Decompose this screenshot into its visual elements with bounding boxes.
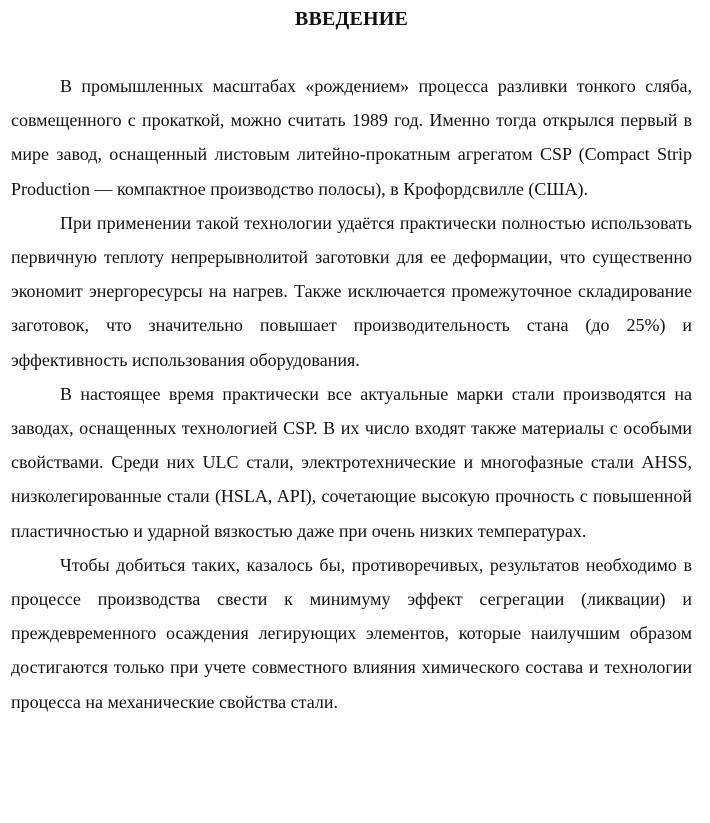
paragraph-2: При применении такой технологии удаётся практически полностью использовать первичную теплоту непрерывнолитой заготовки для ее деформации, что существенно экономит энергоресурсы на нагрев. Также исключается промежуточное складирование заготовок, что значительно повышает производительность стана (до 25%) и эффективность использования оборудования. [11,212,692,370]
paragraph-1: В промышленных масштабах «рождением» процесса разливки тонкого сляба, совмещенного с прокаткой, можно считать 1989 год. Именно тогда открылся первый в мире завод, оснащенный листовым литейно-прокатным агрегатом CSP (Compact Strip Production — компактное производство полосы), в Крофордсвилле (США). [11,76,692,199]
page-title: ВВЕДЕНИЕ [294,8,409,30]
paragraph-4: Чтобы добиться таких, казалось бы, противоречивых, результатов необходимо в процессе производства свести к минимуму эффект сегрегации (ликвации) и преждевременного осаждения легирующих элементов, которые наилучшим образом достигаются только при учете совместного влияния химического состава и технологии процесса на механические свойства стали. [11,554,692,712]
paragraph-3: В настоящее время практически все актуальные марки стали производятся на заводах, оснащенных технологией CSP. В их число входят также материалы с особыми свойствами. Среди них ULC стали, электротехнические и многофазные стали AHSS, низколегированные стали (HSLA, API), сочетающие высокую прочность с повышенной пластичностью и ударной вязкостью даже при очень низких температурах. [11,383,692,541]
